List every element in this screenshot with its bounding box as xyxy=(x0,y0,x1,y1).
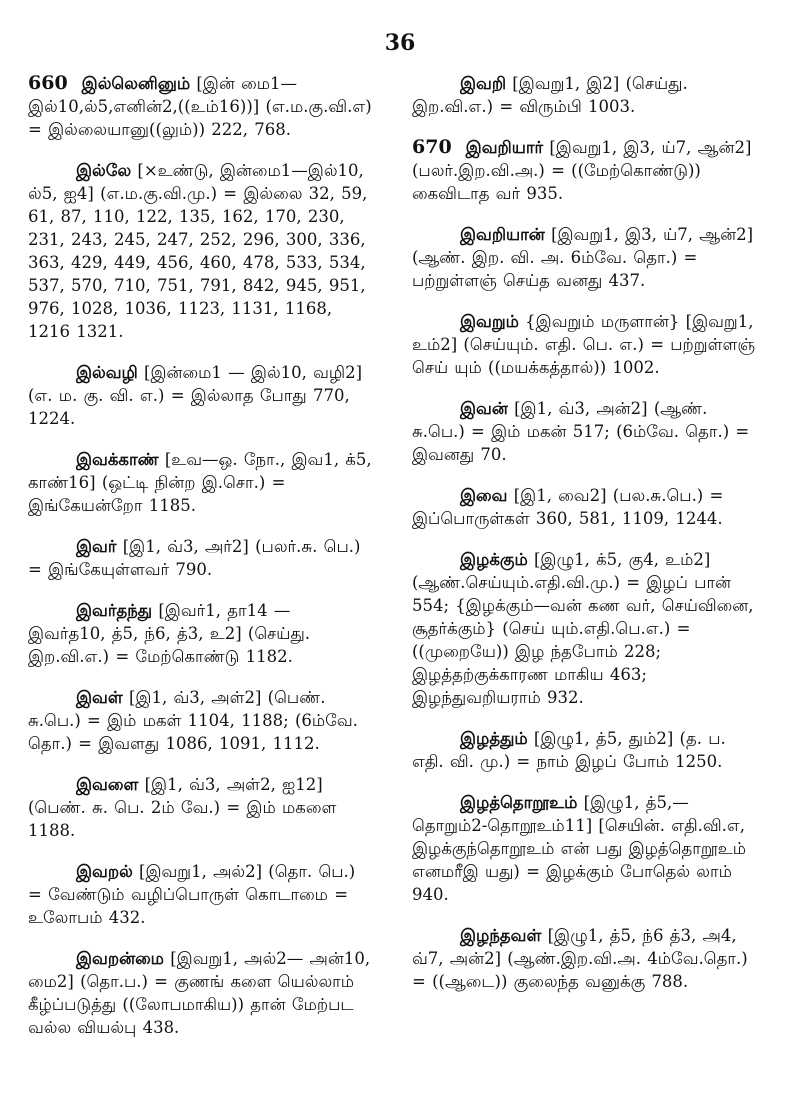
entry-body: {இவறும் மருளான்} [இவறு1, உம்2] (செய்யும். எதி. பெ. எ.) = பற்றுள்ளஞ் செய் யும் ((மயக்கத்தால்)) 1002. xyxy=(412,312,756,377)
left-column xyxy=(28,72,373,1057)
headword: இல்லே xyxy=(76,161,132,180)
entry-body: [இ1, வ்3, அர்2] (பலர்.சு. பெ.) = இங்கேயுள்ளவர் 790. xyxy=(28,537,361,579)
headword: இழத்தும் xyxy=(460,729,528,748)
entry-body: [இழு1, த்5, தும்2] (த. ப. எதி. வி. மு.) = நாம் இழப் போம் 1250. xyxy=(412,729,726,771)
entry-body: [இழு1, த்5, ந்6 த்3, அ4, வ்7, அன்2] (ஆண்.இற.வி.அ. 4ம்வே.தொ.) = ((ஆடை)) குலைந்த வனுக்கு 788. xyxy=(412,926,748,991)
entry-body: [இவறு1, அல்2— அன்10, மை2] (தொ.ப.) = குணங் களை யெல்லாம் கீழ்ப்படுத்து ((லோபமாகிய)) தான் மேற்பட வல்ல வியல்பு 438. xyxy=(28,949,371,1037)
entry-body: [இ1, வ்3, அன்2] (ஆண். சு.பெ.) = இம் மகன் 517; (6ம்வே. தொ.) = இவனது 70. xyxy=(412,399,750,464)
entry-body: [இவறு1, இ2] (செய்து. இற.வி.எ.) = விரும்பி 1003. xyxy=(412,74,688,116)
entry-body: [இவறு1, இ3, ய்7, ஆன்2] (பலர்.இற.வி.அ.) = ((மேற்கொண்டு)) கைவிடாத வர் 935. xyxy=(412,138,752,203)
dictionary-entry xyxy=(28,535,373,581)
headword: இவள் xyxy=(76,688,123,707)
entry-body: [இ1, வ்3, அள்2] (பெண். சு.பெ.) = இம் மகள் 1104, 1188; (6ம்வே. தொ.) = இவளது 1086, 1091, 1112. xyxy=(28,688,358,753)
dictionary-entry xyxy=(412,223,757,292)
entry-number: 670 xyxy=(412,136,452,158)
headword: இவறி xyxy=(460,74,507,93)
headword: இவர் xyxy=(76,537,117,556)
headword: இவை xyxy=(460,486,508,505)
dictionary-entry xyxy=(412,548,757,709)
entry-body: [இன்மை1 — இல்10, வழி2] (எ. ம. கு. வி. எ.) = இல்லாத போது 770, 1224. xyxy=(28,363,363,428)
dictionary-entry xyxy=(412,310,757,379)
dictionary-entry xyxy=(412,791,757,906)
headword: இவறல் xyxy=(76,862,133,881)
entry-body: [இவறு1, இ3, ய்7, ஆன்2] (ஆண். இற. வி. அ. 6ம்வே. தொ.) = பற்றுள்ளஞ் செய்த வனது 437. xyxy=(412,225,754,290)
headword: இவறன்மை xyxy=(76,949,164,968)
dictionary-entry xyxy=(28,686,373,755)
dictionary-entry xyxy=(412,72,757,118)
headword: இவறும் xyxy=(460,312,519,331)
headword: இவறியார் xyxy=(465,138,544,157)
dictionary-entry xyxy=(28,72,373,141)
headword: இல்லெனினும் xyxy=(81,74,191,93)
dictionary-entry xyxy=(412,924,757,993)
dictionary-entry xyxy=(412,397,757,466)
dictionary-entry xyxy=(28,448,373,517)
headword: இவக்காண் xyxy=(76,450,159,469)
entry-body: [இ1, வ்3, அள்2, ஐ12] (பெண். சு. பெ. 2ம் வே.) = இம் மகளை 1188. xyxy=(28,775,337,840)
dictionary-entry xyxy=(28,773,373,842)
entry-body: [உவ—ஒ. நோ., இவ1, க்5, காண்16] (ஒட்டி நின்ற இ.சொ.) = இங்கேயன்றோ 1185. xyxy=(28,450,372,515)
right-column xyxy=(412,72,757,1011)
dictionary-entry xyxy=(412,136,757,205)
headword: இழந்தவள் xyxy=(460,926,542,945)
entry-body: [இவறு1, அல்2] (தொ. பெ.) = வேண்டும் வழிப்பொருள் கொடாமை = உலோபம் 432. xyxy=(28,862,356,927)
page-number: 36 xyxy=(384,30,416,56)
entry-body: [இன் மை1—இல்10,ல்5,எனின்2,((உம்16))] (எ.ம.கு.வி.எ) = இல்லையானு((லும்)) 222, 768. xyxy=(28,74,372,139)
headword: இல்வழி xyxy=(76,363,138,382)
headword: இழக்கும் xyxy=(460,550,528,569)
entry-number: 660 xyxy=(28,72,68,94)
entry-body: [இழு1, த்5,— தொறும்2-தொறூஉம்11] [செயின். எதி.வி.எ, இழக்குந்தொறூஉம் என் பது இழத்தொறூஉம் எனமரீஇ யது) = இழக்கும் போதெல் லாம் 940. xyxy=(412,793,746,904)
entry-body: [இவர்1, தா14 — இவர்த10, த்5, ந்6, த்3, உ2] (செய்து. இற.வி.எ.) = மேற்கொண்டு 1182. xyxy=(28,601,311,666)
dictionary-entry xyxy=(28,599,373,668)
headword: இவர்தந்து xyxy=(76,601,153,620)
headword: இவறியான் xyxy=(460,225,545,244)
entry-body: [×உண்டு, இன்மை1—இல்10, ல்5, ஐ4] (எ.ம.கு.வி.மு.) = இல்லை 32, 59, 61, 87, 110, 122, 135, 162, 170, 230, 231, 243, 245, 247, 252, 296, 300, 336, 363, 429, 449, 456, 460, 478, 533, 534, 537, 570, 710, 751, 791, 842, 945, 951, 976, 1028, 1036, 1123, 1131, 1168, 1216 1321. xyxy=(28,161,368,341)
dictionary-entry xyxy=(412,727,757,773)
dictionary-entry xyxy=(412,484,757,530)
headword: இவன் xyxy=(460,399,508,418)
headword: இழத்தொறூஉம் xyxy=(460,793,578,812)
entry-body: [இ1, வை2] (பல.சு.பெ.) = இப்பொருள்கள் 360, 581, 1109, 1244. xyxy=(412,486,724,528)
dictionary-entry xyxy=(28,947,373,1039)
headword: இவளை xyxy=(76,775,139,794)
dictionary-entry xyxy=(28,860,373,929)
entry-body: [இழு1, க்5, கு4, உம்2] (ஆண்.செய்யும்.எதி.வி.மு.) = இழப் பான் 554; {இழக்கும்—வன் கண வர், செய்வினை, சூதர்க்கும்} (செய் யும்.எதி.பெ.எ.) = ((முறையே)) இழ ந்தபோம் 228; இழத்தற்குக்காரண மாகிய 463; இழந்துவறியராம் 932. xyxy=(412,550,754,707)
dictionary-entry xyxy=(28,361,373,430)
dictionary-entry xyxy=(28,159,373,343)
